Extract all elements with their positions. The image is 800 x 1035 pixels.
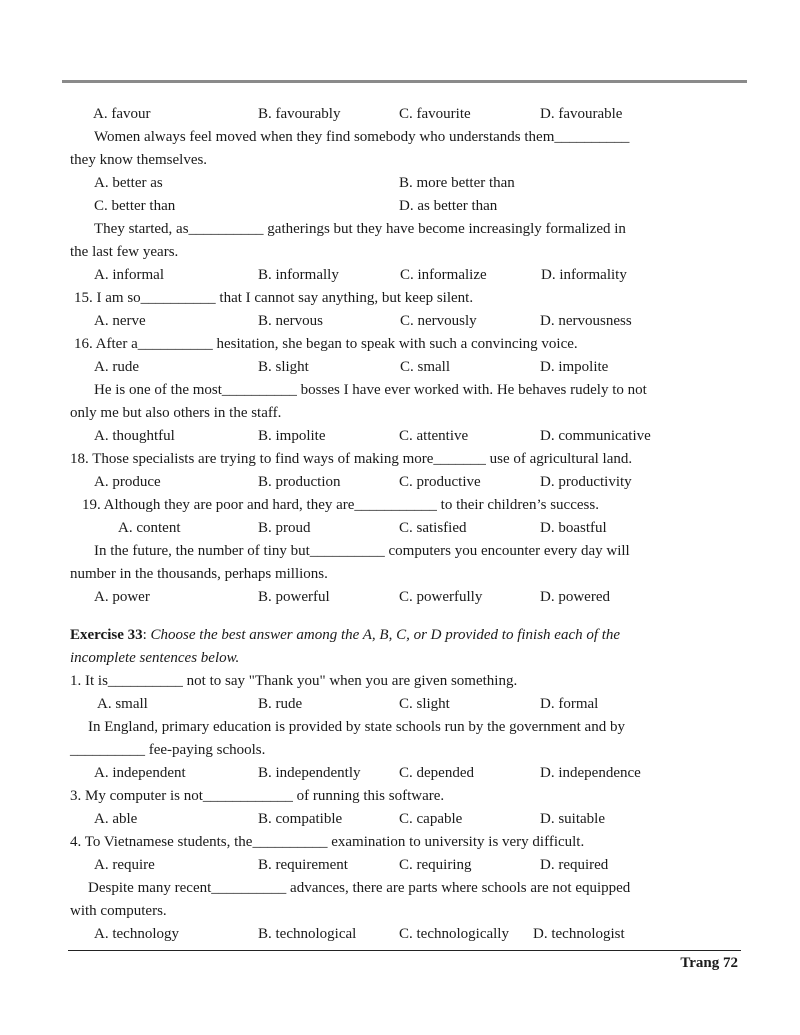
answer-option: C. nervously <box>400 313 477 329</box>
answer-option: D. informality <box>541 267 627 283</box>
answer-option: B. impolite <box>258 428 326 444</box>
answer-option: B. proud <box>258 520 311 536</box>
answer-option: C. productive <box>399 474 481 490</box>
answer-option: D. boastful <box>540 520 607 536</box>
answer-option: A. thoughtful <box>94 428 175 444</box>
answer-option: B. nervous <box>258 313 323 329</box>
question-line: they know themselves. <box>70 152 208 168</box>
question-line: 19. Although they are poor and hard, they are___________ to their children’s success. <box>82 497 599 513</box>
answer-option: D. suitable <box>540 811 605 827</box>
question-line: 3. My computer is not____________ of running this software. <box>70 788 445 804</box>
answer-option: C. satisfied <box>399 520 467 536</box>
question-line: 1. It is__________ not to say "Thank you" when you are given something. <box>70 673 518 689</box>
answer-option: A. better as <box>94 175 163 191</box>
answer-option: D. as better than <box>399 198 498 214</box>
answer-option: A. able <box>94 811 138 827</box>
answer-option: D. impolite <box>540 359 609 375</box>
answer-option: B. technological <box>258 926 357 942</box>
answer-option: D. technologist <box>533 926 625 942</box>
answer-option: C. small <box>400 359 451 375</box>
answer-option: D. productivity <box>540 474 632 490</box>
answer-option: C. requiring <box>399 857 472 873</box>
answer-option: A. technology <box>94 926 179 942</box>
answer-option: C. capable <box>399 811 463 827</box>
answer-option: D. independence <box>540 765 641 781</box>
answer-option: B. independently <box>258 765 361 781</box>
question-line: the last few years. <box>70 244 179 260</box>
answer-option: C. depended <box>399 765 474 781</box>
answer-option: B. compatible <box>258 811 343 827</box>
question-line: Women always feel moved when they find somebody who understands them__________ <box>94 129 630 145</box>
answer-option: A. nerve <box>94 313 146 329</box>
question-line: They started, as__________ gatherings but they have become increasingly formalized in <box>94 221 626 237</box>
question-line: In England, primary education is provided by state schools run by the government and by <box>88 719 625 735</box>
page-number: Trang 72 <box>680 955 738 971</box>
answer-option: A. produce <box>94 474 161 490</box>
answer-option: B. slight <box>258 359 309 375</box>
question-line: only me but also others in the staff. <box>70 405 282 421</box>
answer-option: A. power <box>94 589 150 605</box>
answer-option: D. favourable <box>540 106 623 122</box>
exercise-title: Exercise 33 <box>70 627 143 643</box>
answer-option: C. favourite <box>399 106 471 122</box>
question-line: 4. To Vietnamese students, the__________ examination to university is very difficult. <box>70 834 585 850</box>
answer-option: A. rude <box>94 359 139 375</box>
answer-option: B. rude <box>258 696 303 712</box>
answer-option: C. informalize <box>400 267 487 283</box>
exercise-heading <box>70 626 620 644</box>
question-line: In the future, the number of tiny but__________ computers you encounter every day will <box>94 543 630 559</box>
exercise-instruction-cont: incomplete sentences below. <box>70 650 240 666</box>
question-line: Despite many recent__________ advances, there are parts where schools are not equipped <box>88 880 631 896</box>
colon-separator: : <box>142 627 151 643</box>
answer-option: A. favour <box>93 106 151 122</box>
question-line: 16. After a__________ hesitation, she began to speak with such a convincing voice. <box>74 336 578 352</box>
question-line: 18. Those specialists are trying to find ways of making more_______ use of agricultural land. <box>70 451 633 467</box>
question-line: number in the thousands, perhaps millions. <box>70 566 328 582</box>
answer-option: C. technologically <box>399 926 509 942</box>
answer-option: A. informal <box>94 267 164 283</box>
answer-option: D. communicative <box>540 428 651 444</box>
question-line: He is one of the most__________ bosses I have ever worked with. He behaves rudely to not <box>94 382 647 398</box>
answer-option: D. nervousness <box>540 313 632 329</box>
question-line: with computers. <box>70 903 167 919</box>
answer-option: B. more better than <box>399 175 515 191</box>
answer-option: D. powered <box>540 589 610 605</box>
answer-option: B. production <box>258 474 341 490</box>
answer-option: D. formal <box>540 696 599 712</box>
answer-option: B. powerful <box>258 589 330 605</box>
answer-option: B. favourably <box>258 106 341 122</box>
bottom-divider <box>68 950 741 951</box>
answer-option: D. required <box>540 857 609 873</box>
answer-option: C. slight <box>399 696 450 712</box>
answer-option: C. attentive <box>399 428 469 444</box>
answer-option: A. independent <box>94 765 186 781</box>
answer-option: A. require <box>94 857 155 873</box>
answer-option: C. better than <box>94 198 176 214</box>
answer-option: A. small <box>97 696 148 712</box>
answer-option: C. powerfully <box>399 589 483 605</box>
question-line: 15. I am so__________ that I cannot say anything, but keep silent. <box>74 290 474 306</box>
answer-option: A. content <box>118 520 181 536</box>
answer-option: B. informally <box>258 267 339 283</box>
question-line: __________ fee-paying schools. <box>70 742 266 758</box>
answer-option: B. requirement <box>258 857 348 873</box>
top-divider <box>62 80 747 83</box>
exercise-instruction: Choose the best answer among the A, B, C, or D provided to finish each of the <box>150 627 621 643</box>
